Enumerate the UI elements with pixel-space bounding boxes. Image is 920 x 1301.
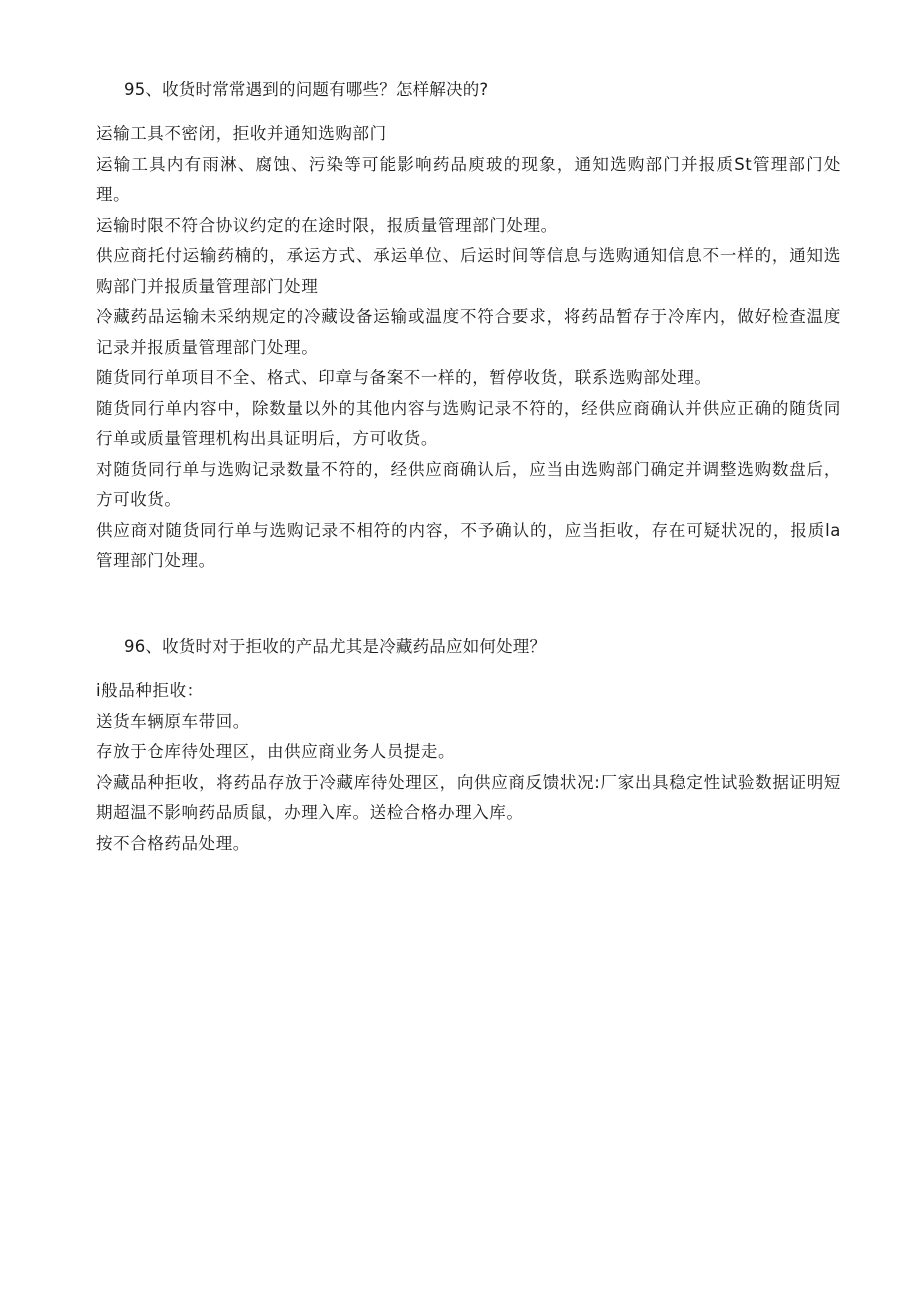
answer-95-8: 对随货同行单与选购记录数量不符的，经供应商确认后，应当由选购部门确定并调整选购数盘后，方可收货。 <box>96 459 841 509</box>
answer-95-4: 供应商托付运输药楠的，承运方式、承运单位、后运时间等信息与选购通知信息不一样的，通知选购部门并报质量管理部门处理 <box>96 246 841 296</box>
section-96 <box>96 636 841 859</box>
answer-95-5: 冷藏药品运输未采纳规定的冷藏设备运输或温度不符合要求，将药品暂存于冷库内，做好检查温度记录并报质量管理部门处理。 <box>96 307 841 357</box>
answer-95-9: 供应商对随货同行单与选购记录不相符的内容，不予确认的，应当拒收，存在可疑状况的，报质la管理部门处理。 <box>96 520 841 570</box>
answer-96-3: 存放于仓库待处理区，由供应商业务人员提走。 <box>96 742 456 761</box>
answer-95-3: 运输时限不符合协议约定的在途时限，报质量管理部门处理。 <box>96 215 558 235</box>
answer-95-2: 运输工具内有雨淋、腐蚀、污染等可能影响药品庾玻的现象，通知选购部门并报质St管理部门处理。 <box>96 154 841 204</box>
answer-95-1: 运输工具不密闭，拒收并通知选购部门 <box>96 124 387 143</box>
answer-96-4: 冷藏品种拒收，将药品存放于冷藏库待处理区，向供应商反馈状况:厂家出具稳定性试验数据证明短期超温不影响药品质鼠，办理入库。送检合格办理入库。 <box>96 772 841 822</box>
answer-96-1: i般品种拒收： <box>96 681 204 700</box>
question-96: 96、收货时对于拒收的产品尤其是冷藏药品应如何处理？ <box>124 637 547 656</box>
question-95: 95、收货时常常遇到的问题有哪些？怎样解决的? <box>124 80 489 99</box>
section-95 <box>96 79 841 577</box>
answer-96-5: 按不合格药品处理。 <box>96 833 250 853</box>
answer-95-6: 随货同行单项目不全、格式、印章与备案不一样的，暂停收货，联系选购部处理。 <box>96 368 712 387</box>
answer-96-2: 送货车辆原车带回。 <box>96 711 250 731</box>
answer-95-7: 随货同行单内容中，除数量以外的其他内容与选购记录不符的，经供应商确认并供应正确的随货同行单或质量管理机构出具证明后，方可收货。 <box>96 398 841 448</box>
